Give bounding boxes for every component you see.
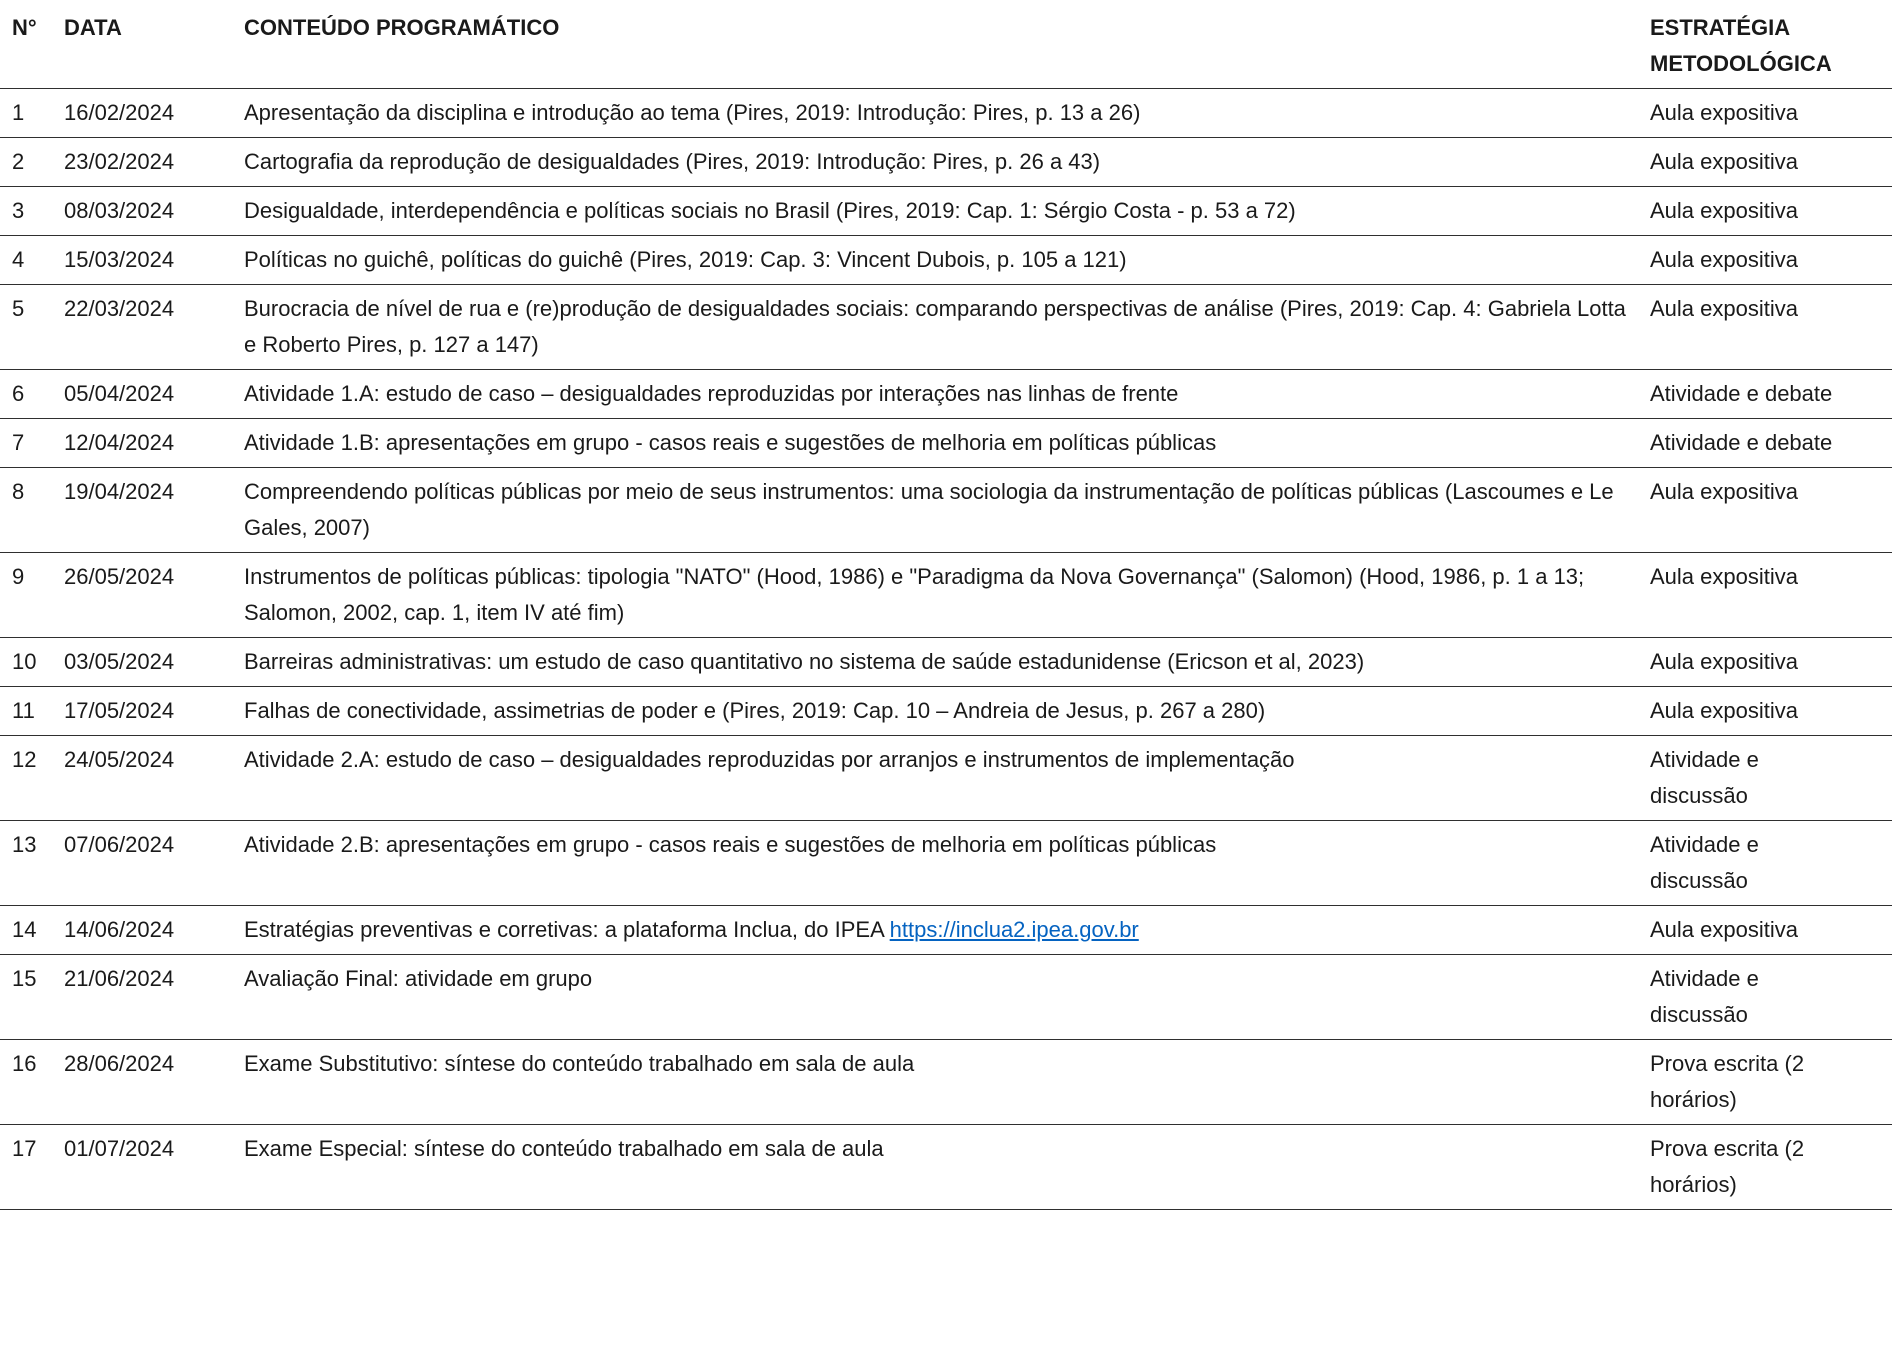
row-date: 21/06/2024 bbox=[64, 955, 244, 1040]
row-content bbox=[244, 638, 1650, 687]
table-body bbox=[0, 89, 1892, 1210]
content-text: Instrumentos de políticas públicas: tipologia "NATO" (Hood, 1986) e "Paradigma da Nova Governança" (Salomon) (Hood, 1986, p. 1 a 13; Salomon, 2002, cap. 1, item IV até fim) bbox=[244, 564, 1585, 625]
row-strategy: Aula expositiva bbox=[1650, 906, 1892, 955]
row-date: 14/06/2024 bbox=[64, 906, 244, 955]
content-text: Desigualdade, interdependência e políticas sociais no Brasil (Pires, 2019: Cap. 1: Sérgio Costa - p. 53 a 72) bbox=[244, 198, 1296, 223]
row-strategy: Atividade e discussão bbox=[1650, 955, 1892, 1040]
table-row bbox=[0, 187, 1892, 236]
row-strategy: Aula expositiva bbox=[1650, 638, 1892, 687]
table-row bbox=[0, 638, 1892, 687]
row-content bbox=[244, 553, 1650, 638]
row-strategy: Atividade e debate bbox=[1650, 419, 1892, 468]
row-date: 15/03/2024 bbox=[64, 236, 244, 285]
table-row bbox=[0, 736, 1892, 821]
row-content bbox=[244, 89, 1650, 138]
row-number: 16 bbox=[0, 1040, 64, 1125]
row-content bbox=[244, 419, 1650, 468]
content-text: Cartografia da reprodução de desigualdades (Pires, 2019: Introdução: Pires, p. 26 a 43) bbox=[244, 149, 1101, 174]
table-row bbox=[0, 419, 1892, 468]
row-strategy: Aula expositiva bbox=[1650, 138, 1892, 187]
row-content bbox=[244, 906, 1650, 955]
row-content bbox=[244, 821, 1650, 906]
row-date: 19/04/2024 bbox=[64, 468, 244, 553]
content-text: Atividade 1.B: apresentações em grupo - casos reais e sugestões de melhoria em políticas públicas bbox=[244, 430, 1217, 455]
row-content bbox=[244, 285, 1650, 370]
row-strategy: Aula expositiva bbox=[1650, 236, 1892, 285]
row-date: 01/07/2024 bbox=[64, 1125, 244, 1210]
row-content bbox=[244, 236, 1650, 285]
row-date: 24/05/2024 bbox=[64, 736, 244, 821]
table-row bbox=[0, 553, 1892, 638]
row-strategy: Prova escrita (2 horários) bbox=[1650, 1040, 1892, 1125]
row-number: 9 bbox=[0, 553, 64, 638]
table-row bbox=[0, 236, 1892, 285]
row-number: 17 bbox=[0, 1125, 64, 1210]
row-content bbox=[244, 687, 1650, 736]
col-header-date: DATA bbox=[64, 0, 244, 89]
row-number: 15 bbox=[0, 955, 64, 1040]
content-text: Atividade 1.A: estudo de caso – desigualdades reproduzidas por interações nas linhas de frente bbox=[244, 381, 1179, 406]
row-strategy: Prova escrita (2 horários) bbox=[1650, 1125, 1892, 1210]
row-content bbox=[244, 955, 1650, 1040]
row-number: 5 bbox=[0, 285, 64, 370]
row-date: 12/04/2024 bbox=[64, 419, 244, 468]
row-content bbox=[244, 736, 1650, 821]
table-row bbox=[0, 468, 1892, 553]
row-content bbox=[244, 187, 1650, 236]
row-date: 05/04/2024 bbox=[64, 370, 244, 419]
content-link[interactable]: https://inclua2.ipea.gov.br bbox=[889, 917, 1139, 942]
col-header-strategy: ESTRATÉGIA METODOLÓGICA bbox=[1650, 0, 1892, 89]
row-content bbox=[244, 468, 1650, 553]
row-date: 03/05/2024 bbox=[64, 638, 244, 687]
row-number: 11 bbox=[0, 687, 64, 736]
row-content bbox=[244, 370, 1650, 419]
row-date: 28/06/2024 bbox=[64, 1040, 244, 1125]
row-date: 22/03/2024 bbox=[64, 285, 244, 370]
table-row bbox=[0, 89, 1892, 138]
row-date: 23/02/2024 bbox=[64, 138, 244, 187]
content-text: Exame Substitutivo: síntese do conteúdo trabalhado em sala de aula bbox=[244, 1051, 915, 1076]
table-row bbox=[0, 370, 1892, 419]
content-text: Atividade 2.B: apresentações em grupo - casos reais e sugestões de melhoria em políticas públicas bbox=[244, 832, 1217, 857]
content-text: Compreendendo políticas públicas por meio de seus instrumentos: uma sociologia da instrumentação de políticas públicas (Lascoumes e Le Gales, 2007) bbox=[244, 479, 1614, 540]
row-number: 6 bbox=[0, 370, 64, 419]
row-number: 2 bbox=[0, 138, 64, 187]
row-number: 8 bbox=[0, 468, 64, 553]
row-strategy: Aula expositiva bbox=[1650, 468, 1892, 553]
table-row bbox=[0, 687, 1892, 736]
row-strategy: Atividade e debate bbox=[1650, 370, 1892, 419]
content-text: Estratégias preventivas e corretivas: a plataforma Inclua, do IPEA bbox=[244, 917, 890, 942]
row-number: 3 bbox=[0, 187, 64, 236]
content-text: Atividade 2.A: estudo de caso – desigualdades reproduzidas por arranjos e instrumentos de implementação bbox=[244, 747, 1295, 772]
row-content bbox=[244, 138, 1650, 187]
row-number: 4 bbox=[0, 236, 64, 285]
table-row bbox=[0, 1040, 1892, 1125]
content-text: Avaliação Final: atividade em grupo bbox=[244, 966, 593, 991]
content-text: Burocracia de nível de rua e (re)produção de desigualdades sociais: comparando perspectivas de análise (Pires, 2019: Cap. 4: Gabriela Lotta e Roberto Pires, p. 127 a 147) bbox=[244, 296, 1626, 357]
row-strategy: Aula expositiva bbox=[1650, 89, 1892, 138]
table-row bbox=[0, 906, 1892, 955]
row-number: 13 bbox=[0, 821, 64, 906]
table-row bbox=[0, 955, 1892, 1040]
col-header-number: N° bbox=[0, 0, 64, 89]
row-number: 7 bbox=[0, 419, 64, 468]
header-row bbox=[0, 0, 1892, 89]
table-header bbox=[0, 0, 1892, 89]
row-number: 10 bbox=[0, 638, 64, 687]
table-row bbox=[0, 285, 1892, 370]
content-text: Políticas no guichê, políticas do guichê (Pires, 2019: Cap. 3: Vincent Dubois, p. 105 a 121) bbox=[244, 247, 1127, 272]
row-strategy: Atividade e discussão bbox=[1650, 821, 1892, 906]
row-strategy: Aula expositiva bbox=[1650, 687, 1892, 736]
row-strategy: Aula expositiva bbox=[1650, 285, 1892, 370]
table-row bbox=[0, 1125, 1892, 1210]
row-content bbox=[244, 1125, 1650, 1210]
row-number: 14 bbox=[0, 906, 64, 955]
row-date: 07/06/2024 bbox=[64, 821, 244, 906]
row-number: 1 bbox=[0, 89, 64, 138]
row-date: 16/02/2024 bbox=[64, 89, 244, 138]
table-row bbox=[0, 821, 1892, 906]
row-strategy: Aula expositiva bbox=[1650, 553, 1892, 638]
row-date: 08/03/2024 bbox=[64, 187, 244, 236]
row-date: 26/05/2024 bbox=[64, 553, 244, 638]
row-number: 12 bbox=[0, 736, 64, 821]
content-text: Apresentação da disciplina e introdução ao tema (Pires, 2019: Introdução: Pires, p. 13 a 26) bbox=[244, 100, 1141, 125]
content-text: Falhas de conectividade, assimetrias de poder e (Pires, 2019: Cap. 10 – Andreia de Jesus, p. 267 a 280) bbox=[244, 698, 1266, 723]
table-row bbox=[0, 138, 1892, 187]
row-date: 17/05/2024 bbox=[64, 687, 244, 736]
col-header-content: CONTEÚDO PROGRAMÁTICO bbox=[244, 0, 1650, 89]
content-text: Barreiras administrativas: um estudo de caso quantitativo no sistema de saúde estadunidense (Ericson et al, 2023) bbox=[244, 649, 1365, 674]
content-text: Exame Especial: síntese do conteúdo trabalhado em sala de aula bbox=[244, 1136, 884, 1161]
row-strategy: Aula expositiva bbox=[1650, 187, 1892, 236]
row-content bbox=[244, 1040, 1650, 1125]
row-strategy: Atividade e discussão bbox=[1650, 736, 1892, 821]
